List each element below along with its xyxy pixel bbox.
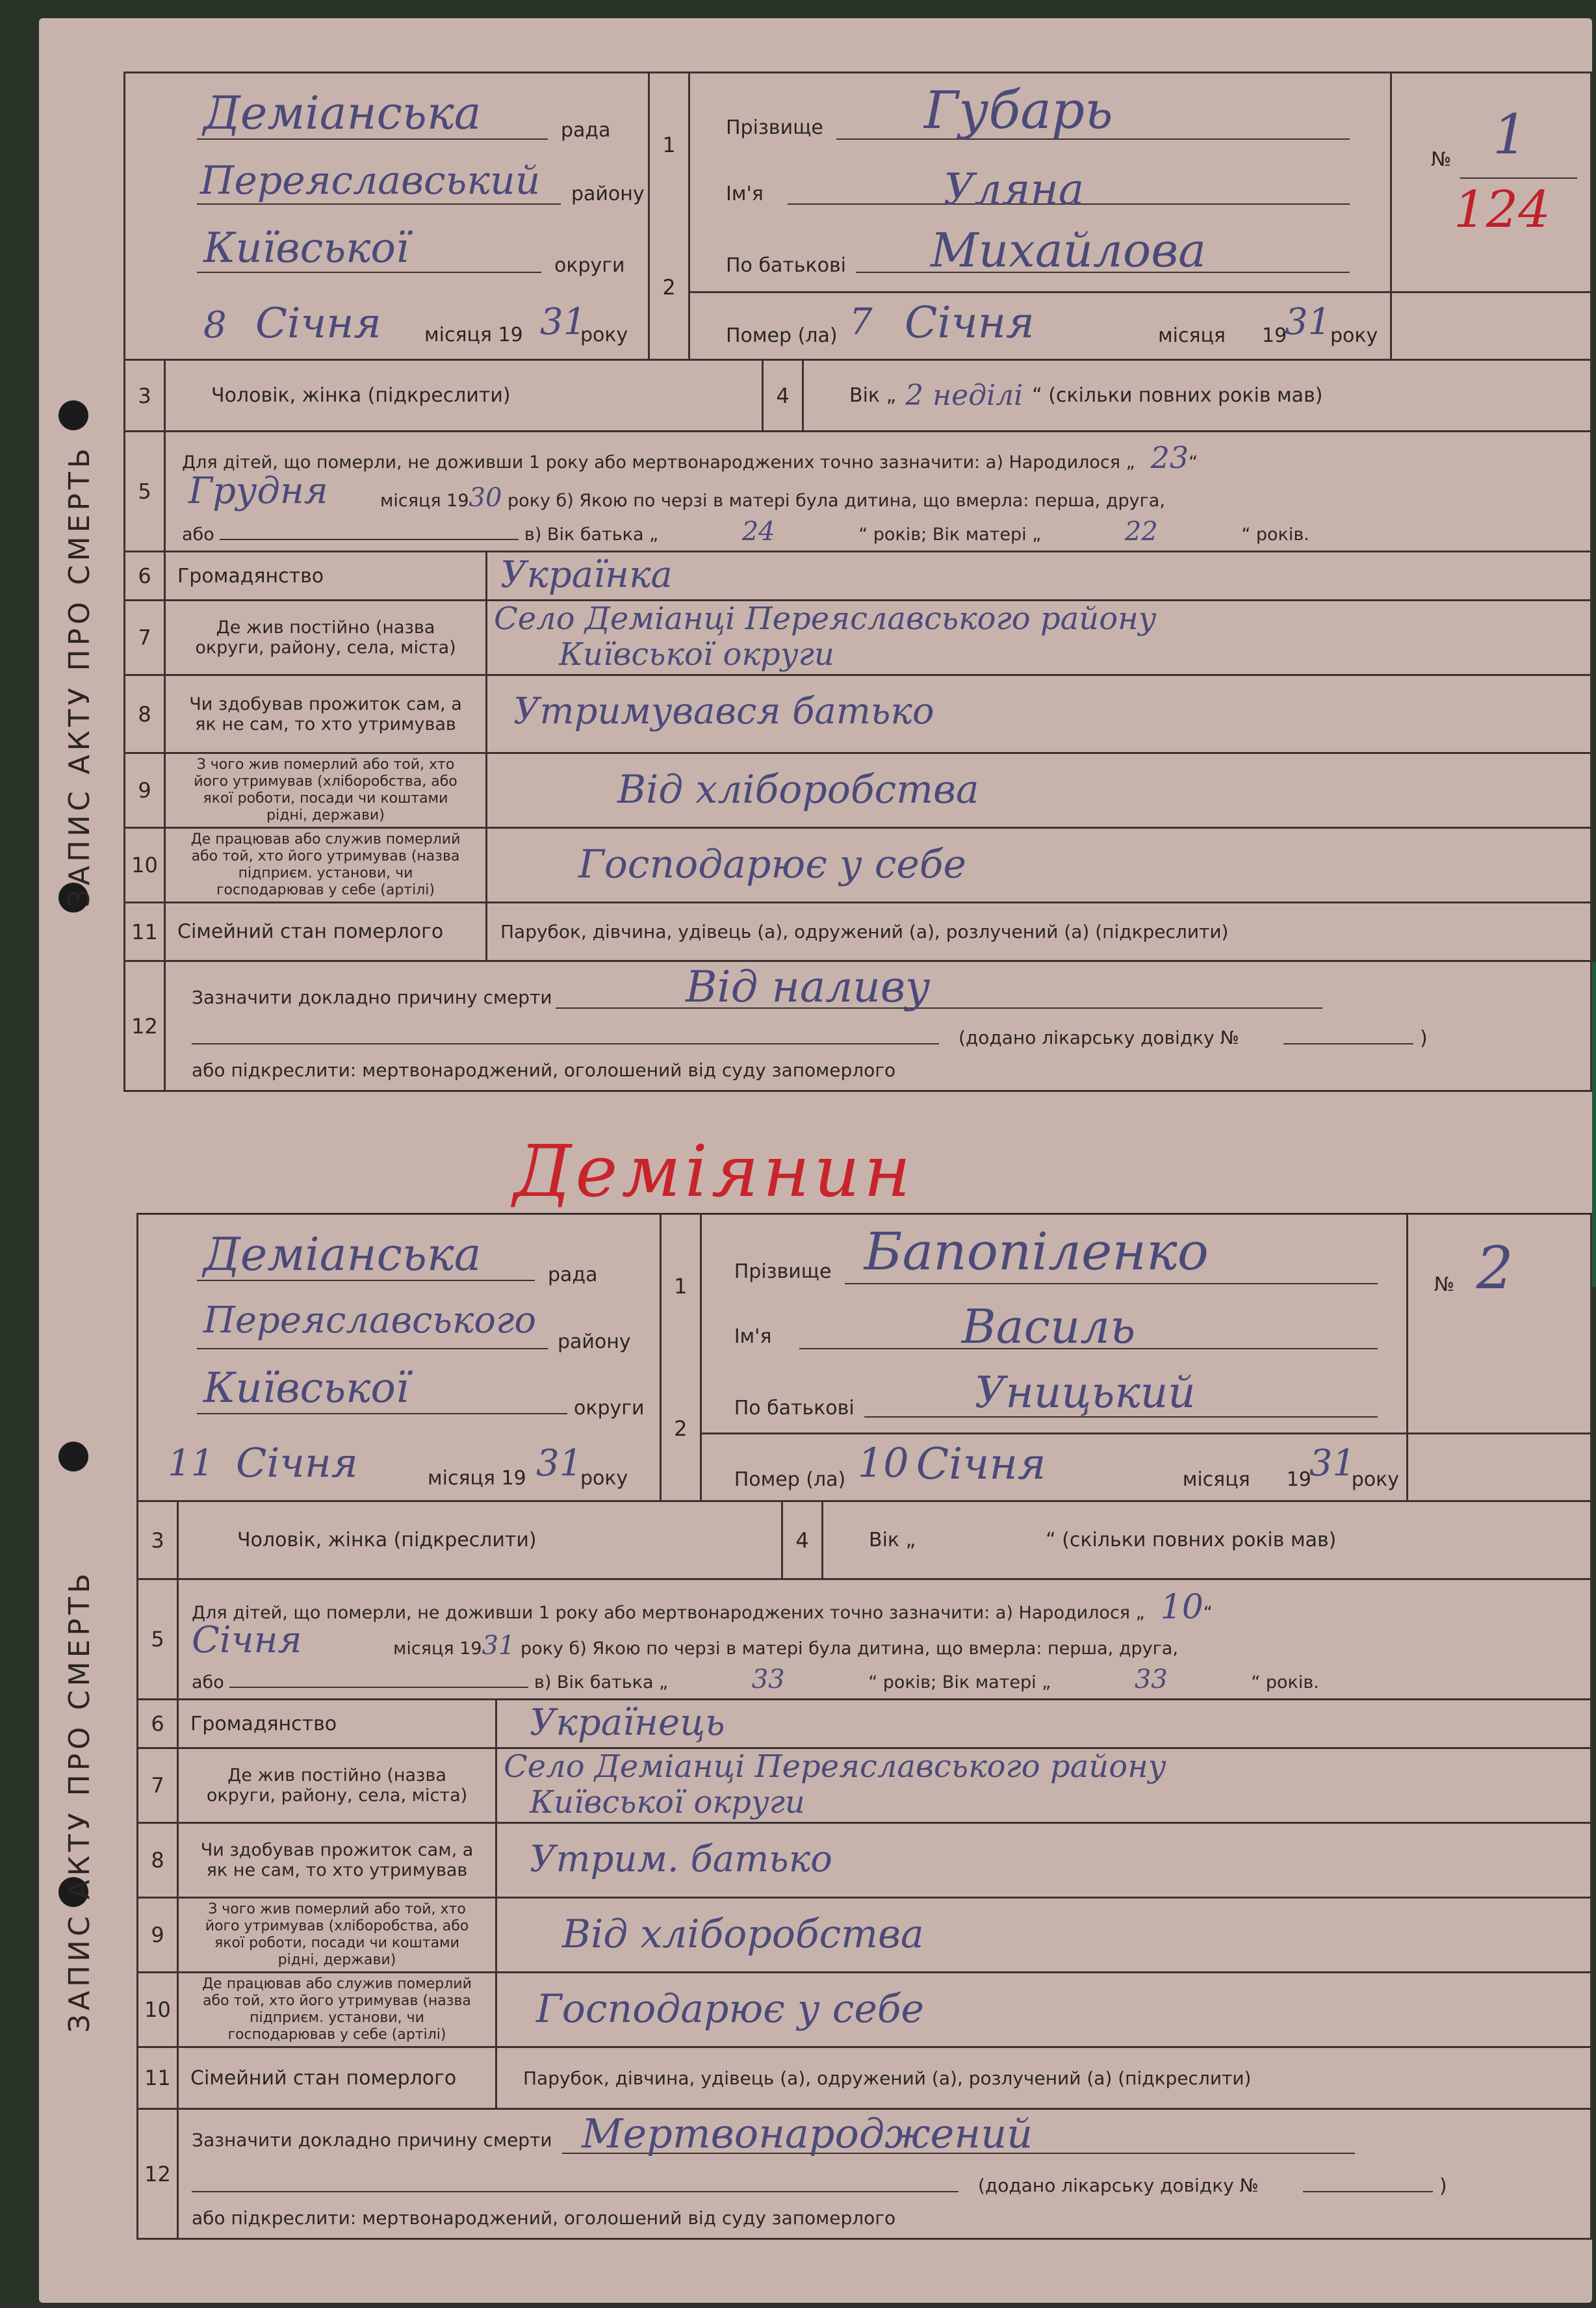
surname-value: Губарь — [924, 80, 1113, 140]
surname-label: Прізвище — [734, 1260, 832, 1283]
row-1: 1 — [662, 132, 676, 157]
row-8: 8 — [138, 1824, 179, 1897]
row-8: 8 — [125, 676, 166, 752]
sex-cell — [179, 1502, 783, 1578]
support-row — [136, 1824, 1592, 1899]
father-age-label: в) Вік батька „ — [534, 1672, 669, 1692]
age-label: Вік „ — [869, 1529, 916, 1551]
support-label-cell — [179, 1824, 497, 1897]
residence-label-cell — [179, 1749, 497, 1822]
reg-month: Січня — [236, 1439, 358, 1486]
record-number: 2 — [1476, 1234, 1514, 1303]
death-year: 31 — [1285, 301, 1332, 343]
livelihood-label: З чого жив померлий або той, хто його утримував (хліборобства, або якої роботи, посади чи коштами рідні, держави) — [205, 1901, 469, 1968]
row-12: 12 — [138, 2110, 179, 2238]
father-age: 24 — [741, 517, 775, 547]
workplace-value: Господарює у себе — [536, 1986, 925, 2032]
residence-label: Де жив постійно (назва округи, району, села, міста) — [206, 1765, 468, 1806]
sex-cell — [166, 361, 764, 430]
residence-row — [136, 1749, 1592, 1824]
row-2: 2 — [674, 1416, 688, 1442]
age-label: Вік „ — [849, 384, 897, 407]
reg-month-label: місяця 19 — [428, 1467, 526, 1490]
record-header — [136, 1213, 1592, 1502]
sex-label: Чоловік, жінка (підкреслити) — [211, 384, 511, 407]
cause-label: Зазначити докладно причину смерти — [192, 2129, 552, 2151]
row-12: 12 — [125, 962, 166, 1090]
row-11: 11 — [138, 2048, 179, 2108]
row-numbers — [662, 1215, 702, 1500]
name-value: Уляна — [944, 164, 1085, 214]
death-year: 31 — [1309, 1442, 1356, 1485]
marital-row — [123, 903, 1592, 962]
cause-value: Мертвонароджений — [582, 2110, 1033, 2157]
reg-year: 31 — [536, 1442, 583, 1485]
marital-label-cell — [179, 2048, 497, 2108]
number-label: № — [1431, 148, 1452, 171]
name-value: Василь — [961, 1299, 1136, 1354]
row-3: 3 — [125, 361, 166, 430]
reg-year-label: року — [580, 324, 628, 346]
reg-year: 31 — [540, 301, 587, 343]
workplace-label: Де працював або служив померлий або той, хто його утримував (назва підприєм. установи, чи господарював у себе (артілі) — [202, 1976, 472, 2043]
row-6: 6 — [138, 1700, 179, 1747]
cause-row — [136, 2110, 1592, 2240]
archive-number: 124 — [1454, 181, 1551, 239]
row-4: 4 — [764, 361, 804, 430]
support-label-cell — [166, 676, 487, 752]
livelihood-label-cell — [166, 754, 487, 827]
rada-value: Деміанська — [203, 86, 482, 140]
marital-options-cell — [497, 2048, 1590, 2108]
livelihood-value: Від хліборобства — [617, 767, 979, 812]
patronymic-value: Уницький — [974, 1368, 1196, 1418]
residence-value: Село Деміанці Переяславського району Київської округи — [494, 601, 1157, 673]
age-end-label: “ (скільки повних років мав) — [1046, 1529, 1337, 1551]
row-6: 6 — [125, 552, 166, 599]
side-title: ЗАПИС АКТУ ПРО СМЕРТЬ — [62, 1569, 96, 2033]
father-age: 33 — [751, 1665, 785, 1694]
death-day: 10 — [857, 1439, 909, 1486]
residence-label: Де жив постійно (назва округи, району, села, міста) — [195, 617, 456, 658]
death-label: Помер (ла) — [734, 1468, 846, 1491]
father-age-label: в) Вік батька „ — [524, 525, 659, 545]
surname-label: Прізвище — [726, 116, 823, 139]
death-month-label: місяця — [1182, 1468, 1250, 1491]
row-4: 4 — [783, 1502, 823, 1578]
workplace-row — [123, 829, 1592, 903]
mother-age-label: “ років; Вік матері „ — [868, 1672, 1051, 1692]
marital-options: Парубок, дівчина, удівець (а), одружений (а), розлучений (а) (підкреслити) — [500, 921, 1229, 942]
mother-age: 22 — [1124, 517, 1158, 547]
age-end-label: “ (скільки повних років мав) — [1032, 384, 1323, 407]
citizenship-label: Громадянство — [190, 1712, 337, 1735]
row-9: 9 — [125, 754, 166, 827]
rokiv-label: “ років. — [1251, 1672, 1319, 1692]
sex-label: Чоловік, жінка (підкреслити) — [237, 1529, 537, 1551]
citizenship-row — [123, 552, 1592, 601]
children-cell: Для дітей, що померли, не доживши 1 року або мертвонароджених точно зазначити: а) Народилося „ 23“ Грудня місяця 1930 року б) Якою по черзі в матері була дитина, що вмерла: перша, друга, або в) Вік батька „ 24 “ років; Вік матері „ 22 “ років. — [182, 440, 1309, 547]
workplace-row — [136, 1973, 1592, 2048]
children-line1: Для дітей, що померли, не доживши 1 року або мертвонароджених точно зазначити: а) Народилося „ — [192, 1603, 1145, 1623]
born-year: 31 — [482, 1631, 515, 1661]
death-label: Помер (ла) — [726, 324, 838, 347]
death-year-label: року — [1351, 1468, 1399, 1491]
abo-label: або — [182, 525, 214, 545]
marital-label: Сімейний стан померлого — [190, 2066, 457, 2090]
number-label: № — [1434, 1273, 1454, 1296]
stillborn-label: або підкреслити: мертвонароджений, оголошений від суду запомерлого — [192, 2207, 896, 2229]
row-10: 10 — [125, 829, 166, 901]
citizenship-label-cell — [166, 552, 487, 599]
death-record-1 — [62, 71, 1592, 1092]
cause-cell: Зазначити докладно причину смерти Від наливу (додано лікарську довідку № ) або підкреслити: мертвонароджений, оголошений від суду запомерлого — [192, 962, 1428, 1081]
registry-block — [138, 1215, 662, 1500]
marital-label-cell — [166, 903, 487, 960]
reg-year-label: року — [580, 1467, 628, 1490]
mother-age: 33 — [1134, 1665, 1168, 1694]
row-numbers — [650, 73, 690, 359]
patronymic-label: По батькові — [726, 254, 846, 277]
person-block: Прізвище Губарь Ім'я Уляна По батькові Михайлова Помер (ла) 7 Січня місяця 19 31 року — [690, 73, 1392, 359]
raion-label: району — [571, 183, 645, 205]
born-day: 10 — [1160, 1588, 1203, 1627]
workplace-value: Господарює у себе — [578, 842, 967, 887]
citizenship-label-cell — [179, 1700, 497, 1747]
rada-label: рада — [561, 119, 611, 142]
row-7: 7 — [125, 601, 166, 674]
record-header — [123, 71, 1592, 361]
residence-row — [123, 601, 1592, 676]
row-2: 2 — [662, 275, 676, 300]
children-line2: року б) Якою по черзі в матері була дитина, що вмерла: перша, друга, — [508, 491, 1165, 511]
number-block — [1408, 1215, 1590, 1500]
raion-value: Переяславського — [203, 1299, 537, 1342]
person-block: Прізвище Бапопіленко Ім'я Василь По батькові Уницький Помер (ла) 10 Січня місяця 19 31 року — [702, 1215, 1408, 1500]
children-cell: Для дітей, що померли, не доживши 1 року або мертвонароджених точно зазначити: а) Народилося „ 10“ Січня місяця 1931 року б) Якою по черзі в матері була дитина, що вмерла: перша, друга, або в) Вік батька „ 33 “ років; Вік матері „ 33 “ років. — [192, 1588, 1319, 1694]
reg-day: 11 — [168, 1442, 214, 1485]
certificate-label: (додано лікарську довідку № — [978, 2175, 1259, 2196]
cause-cell: Зазначити докладно причину смерти Мертвонароджений (додано лікарську довідку № ) або підкреслити: мертвонароджений, оголошений від суду запомерлого — [192, 2110, 1447, 2229]
rada-value: Деміанська — [203, 1228, 482, 1281]
okruha-label: округи — [574, 1397, 645, 1420]
name-label: Ім'я — [726, 183, 764, 205]
support-label: Чи здобував прожиток сам, а як не сам, то хто утримував — [189, 694, 462, 734]
born-day: 23 — [1150, 440, 1189, 475]
citizenship-value: Українка — [500, 554, 673, 596]
marital-label: Сімейний стан померлого — [177, 920, 444, 943]
certificate-label: (додано лікарську довідку № — [959, 1027, 1239, 1048]
okruha-label: округи — [554, 254, 625, 277]
raion-value: Переяславський — [200, 158, 541, 203]
patronymic-value: Михайлова — [931, 223, 1207, 278]
children-line1: Для дітей, що померли, не доживши 1 року або мертвонароджених точно зазначити: а) Народилося „ — [182, 452, 1135, 473]
marital-options-cell — [487, 903, 1590, 960]
livelihood-label-cell — [179, 1899, 497, 1971]
death-year-label: року — [1330, 324, 1378, 347]
okruha-value: Київської — [203, 1364, 409, 1412]
row-11: 11 — [125, 903, 166, 960]
name-label: Ім'я — [734, 1325, 772, 1348]
row-10: 10 — [138, 1973, 179, 2046]
stillborn-label: або підкреслити: мертвонароджений, оголошений від суду запомерлого — [192, 1059, 896, 1081]
citizenship-label: Громадянство — [177, 564, 324, 588]
support-value: Утрим. батько — [530, 1838, 832, 1880]
okruha-value: Київської — [203, 224, 409, 272]
citizenship-value: Українець — [530, 1702, 725, 1744]
support-value: Утримувався батько — [513, 690, 934, 733]
rokiv-label: “ років. — [1241, 525, 1309, 545]
age-cell — [823, 1502, 1590, 1578]
registry-block — [125, 73, 650, 359]
record-number: 1 — [1493, 103, 1528, 166]
workplace-label: Де працював або служив померлий або той, хто його утримував (назва підприєм. установи, чи господарював у себе (артілі) — [190, 831, 461, 898]
born-month-label: місяця 19 — [380, 491, 469, 511]
village-heading: Деміянин — [513, 1130, 915, 1213]
death-month-label: місяця — [1158, 324, 1226, 347]
age-value: 2 неділі — [905, 379, 1023, 412]
row-3: 3 — [138, 1502, 179, 1578]
livelihood-label: З чого жив померлий або той, хто його утримував (хліборобства, або якої роботи, посади чи коштами рідні, держави) — [194, 757, 457, 823]
reg-month: Січня — [255, 300, 381, 348]
row-9: 9 — [138, 1899, 179, 1971]
born-month: Січня — [192, 1619, 302, 1661]
age-cell — [804, 361, 1590, 430]
death-month: Січня — [916, 1439, 1046, 1489]
document-page — [39, 18, 1592, 2303]
cause-label: Зазначити докладно причину смерти — [192, 987, 552, 1008]
row-5: 5 — [125, 432, 166, 551]
livelihood-row — [123, 754, 1592, 829]
number-block — [1392, 73, 1590, 359]
reg-month-label: місяця 19 — [424, 324, 523, 346]
abo-label: або — [192, 1672, 224, 1692]
cause-row — [123, 962, 1592, 1092]
livelihood-row — [136, 1899, 1592, 1973]
cause-value: Від наливу — [686, 962, 931, 1012]
marital-row — [136, 2048, 1592, 2110]
row-5: 5 — [138, 1580, 179, 1698]
reg-day: 8 — [203, 304, 227, 346]
raion-label: району — [558, 1330, 631, 1353]
born-month-label: місяця 19 — [393, 1639, 482, 1659]
children-row — [123, 432, 1592, 552]
workplace-label-cell — [166, 829, 487, 901]
support-row — [123, 676, 1592, 754]
children-line2: року б) Якою по черзі в матері була дитина, що вмерла: перша, друга, — [521, 1639, 1178, 1659]
row-7: 7 — [138, 1749, 179, 1822]
workplace-label-cell — [179, 1973, 497, 2046]
sex-age-row — [123, 361, 1592, 432]
residence-value: Село Деміанці Переяславського району Київської округи — [504, 1748, 1166, 1821]
surname-value: Бапопіленко — [864, 1221, 1209, 1282]
sex-age-row — [136, 1502, 1592, 1580]
side-title: ЗАПИС АКТУ ПРО СМЕРТЬ — [62, 444, 96, 908]
citizenship-row — [136, 1700, 1592, 1749]
patronymic-label: По батькові — [734, 1397, 855, 1420]
livelihood-value: Від хліборобства — [562, 1912, 924, 1957]
rada-label: рада — [548, 1264, 598, 1286]
marital-options: Парубок, дівчина, удівець (а), одружений (а), розлучений (а) (підкреслити) — [523, 2067, 1252, 2089]
children-row — [136, 1580, 1592, 1700]
born-year: 30 — [469, 483, 502, 513]
mother-age-label: “ років; Вік матері „ — [858, 525, 1042, 545]
support-label: Чи здобував прожиток сам, а як не сам, то хто утримував — [200, 1840, 474, 1880]
born-month: Грудня — [188, 470, 328, 512]
death-record-2 — [62, 1213, 1592, 2240]
residence-label-cell — [166, 601, 487, 674]
row-1: 1 — [674, 1273, 688, 1299]
death-day: 7 — [849, 301, 873, 343]
death-month: Січня — [905, 298, 1035, 348]
